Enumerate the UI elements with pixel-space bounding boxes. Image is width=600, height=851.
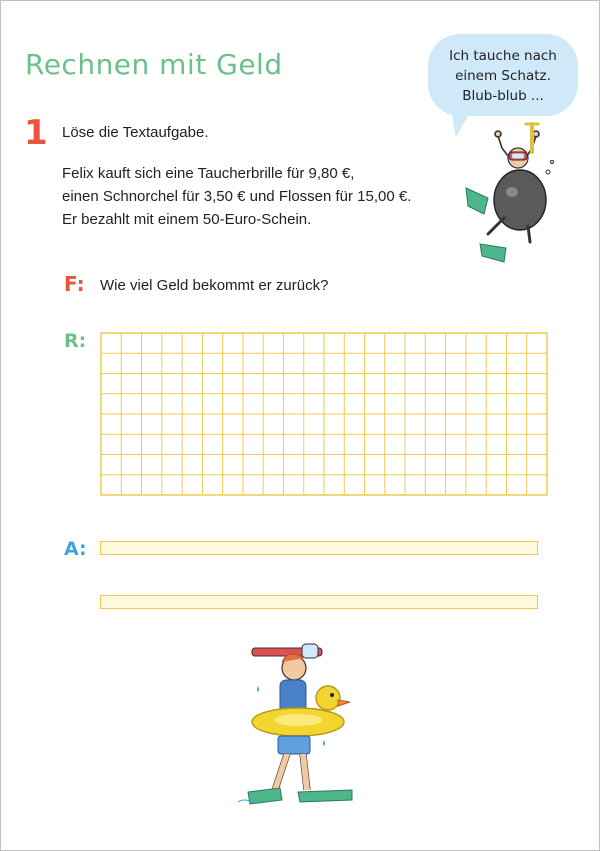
story-line: einen Schnorchel für 3,50 € und Flossen für 15,00 €. [62, 188, 412, 205]
question-label: F: [64, 272, 85, 296]
calculation-label: R: [64, 330, 87, 352]
task-story [62, 162, 411, 231]
answer-label: A: [64, 538, 87, 560]
page-title: Rechnen mit Geld [25, 48, 283, 81]
speech-line: Ich tauche nach [449, 48, 557, 64]
answer-line-1[interactable] [100, 541, 538, 555]
question-text: Wie viel Geld bekommt er zurück? [100, 277, 329, 294]
speech-line: einem Schatz. [455, 68, 551, 84]
answer-line-2[interactable] [100, 595, 538, 609]
boy-with-duck-illustration [228, 640, 368, 815]
story-line: Er bezahlt mit einem 50-Euro-Schein. [62, 211, 312, 228]
diver-illustration [462, 122, 562, 272]
story-line: Felix kauft sich eine Taucherbrille für 9,80 €, [62, 165, 355, 182]
speech-bubble-text [436, 46, 570, 106]
task-number: 1 [24, 113, 48, 153]
calculation-grid[interactable] [100, 332, 548, 496]
speech-line: Blub-blub ... [462, 88, 544, 104]
task-instruction: Löse die Textaufgabe. [62, 124, 209, 141]
